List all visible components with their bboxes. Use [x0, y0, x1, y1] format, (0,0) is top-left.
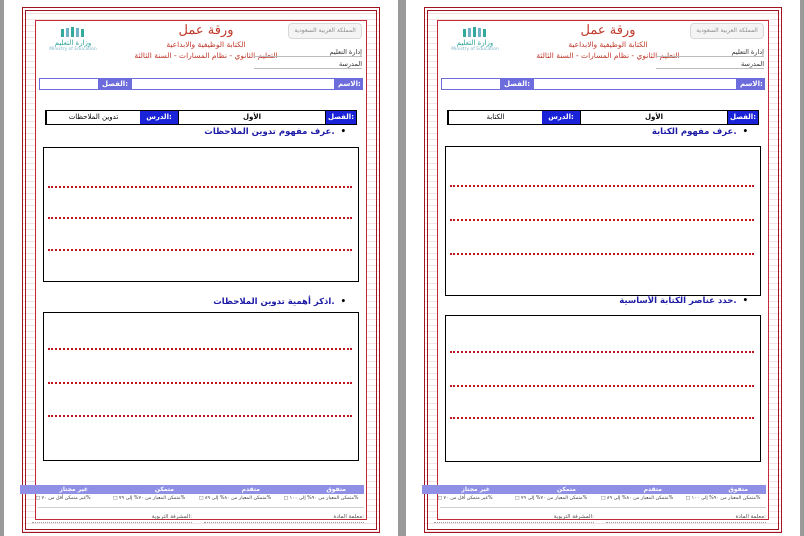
ministry-logo: [440, 27, 510, 61]
school-field: [254, 59, 362, 69]
answer-line: [450, 219, 754, 221]
semester-label: الفصل:: [728, 111, 758, 124]
level-advanced: متقدم: [192, 485, 278, 494]
page-header: [438, 21, 768, 76]
answer-box-2[interactable]: [43, 312, 359, 461]
page-subtitle-2: التعليم الثانوي - نظام المسارات - السنة الثالثة: [536, 51, 680, 60]
student-name-label: الاسم:: [736, 79, 764, 89]
level-excellent: متفوق: [278, 485, 364, 494]
moe-sub: Ministry of Education: [451, 47, 499, 52]
worksheet-page-left: [4, 0, 398, 536]
question-text: عرف مفهوم الكتابة.: [651, 127, 737, 137]
kingdom-emblem: المملكة العربية السعودية: [288, 23, 362, 39]
page-title: ورقة عمل: [178, 23, 234, 38]
semester-value: الأول: [580, 111, 728, 124]
school-label: المدرسة: [338, 60, 362, 68]
criterion-not-passed[interactable]: □ غير متمكن أقل من ٧٠%: [35, 496, 91, 501]
worksheet-page-right: [406, 0, 800, 536]
answer-line: [48, 415, 352, 417]
criteria-row: [35, 496, 364, 508]
answer-line: [450, 385, 754, 387]
supervisor-signature: المشرفة التربوية:: [32, 511, 192, 523]
question-2: [213, 297, 346, 307]
ministry-logo: [38, 27, 108, 61]
bullet-icon: •: [340, 127, 346, 137]
lesson-label: الدرس:: [542, 111, 580, 124]
criterion-not-passed[interactable]: □ غير متمكن أقل من ٧٠%: [437, 496, 493, 501]
level-competent: متمكن: [508, 485, 594, 494]
student-info-bar: [441, 78, 765, 90]
lesson-value: الكتابة: [448, 111, 542, 124]
page-subtitle-2: التعليم الثانوي - نظام المسارات - السنة الثالثة: [134, 51, 278, 60]
answer-line: [48, 382, 352, 384]
question-2: [619, 296, 748, 306]
teacher-signature: معلمة المادة:: [606, 511, 766, 523]
level-tabs: [38, 485, 364, 494]
bullet-icon: •: [340, 297, 346, 307]
question-1: [204, 127, 346, 137]
kingdom-emblem: المملكة العربية السعودية: [690, 23, 764, 39]
answer-line: [450, 253, 754, 255]
criterion-advanced[interactable]: □ متمكن المعيار من ٨٠% إلى ٨٩%: [600, 496, 674, 501]
level-tabs: [440, 485, 766, 494]
lesson-info-box: [45, 110, 357, 125]
question-1: [652, 127, 748, 137]
level-not-passed: غير مجتاز: [422, 485, 508, 494]
page-header: [36, 21, 366, 76]
answer-box-2[interactable]: [445, 315, 761, 462]
moe-mark-icon: [60, 27, 86, 39]
criterion-competent[interactable]: □ متمكن المعيار من ٧٠% إلى ٧٩%: [112, 496, 186, 501]
page-content: [35, 20, 367, 520]
question-text: عرف مفهوم تدوين الملاحظات.: [204, 127, 335, 137]
level-not-passed: غير مجتاز: [20, 485, 106, 494]
bullet-icon: •: [742, 127, 748, 137]
education-admin-label: إدارة التعليم: [731, 48, 764, 56]
assessment-footer: [35, 485, 364, 528]
answer-box-1[interactable]: [445, 146, 761, 296]
education-admin-field: [254, 47, 362, 57]
semester-label: الفصل:: [326, 111, 356, 124]
question-text: اذكر أهمية تدوين الملاحظات.: [213, 297, 335, 307]
answer-line: [450, 417, 754, 419]
answer-line: [450, 351, 754, 353]
lesson-value: تدوين الملاحظات: [46, 111, 140, 124]
answer-line: [48, 186, 352, 188]
school-label: المدرسة: [740, 60, 764, 68]
answer-line: [48, 217, 352, 219]
teacher-signature: معلمة المادة:: [204, 511, 364, 523]
level-advanced: متقدم: [594, 485, 680, 494]
level-competent: متمكن: [106, 485, 192, 494]
lesson-label: الدرس:: [140, 111, 178, 124]
criteria-row: [437, 496, 766, 508]
moe-name: وزارة التعليم: [456, 39, 494, 47]
answer-line: [48, 348, 352, 350]
page-subtitle-1: الكتابة الوظيفية والابداعية: [568, 40, 648, 49]
moe-sub: Ministry of Education: [49, 47, 97, 52]
answer-box-1[interactable]: [43, 147, 359, 282]
assessment-footer: [437, 485, 766, 528]
answer-line: [48, 249, 352, 251]
question-text: حدد عناصر الكتابة الأساسية.: [619, 296, 737, 306]
student-class-label: الفصل:: [500, 79, 534, 89]
criterion-competent[interactable]: □ متمكن المعيار من ٧٠% إلى ٧٩%: [514, 496, 588, 501]
criterion-advanced[interactable]: □ متمكن المعيار من ٨٠% إلى ٨٩%: [198, 496, 272, 501]
moe-name: وزارة التعليم: [54, 39, 92, 47]
education-admin-label: إدارة التعليم: [329, 48, 362, 56]
level-excellent: متفوق: [680, 485, 766, 494]
student-info-bar: [39, 78, 363, 90]
lesson-info-box: [447, 110, 759, 125]
school-field: [656, 59, 764, 69]
student-name-label: الاسم:: [334, 79, 362, 89]
decorative-border: [22, 7, 380, 533]
semester-value: الأول: [178, 111, 326, 124]
bullet-icon: •: [742, 296, 748, 306]
moe-mark-icon: [462, 27, 488, 39]
page-content: [437, 20, 769, 520]
student-class-label: الفصل:: [98, 79, 132, 89]
decorative-border: [424, 7, 782, 533]
education-admin-field: [656, 47, 764, 57]
answer-line: [450, 185, 754, 187]
page-subtitle-1: الكتابة الوظيفية والابداعية: [166, 40, 246, 49]
criterion-excellent[interactable]: □ متمكن المعيار من ٩٠% إلى ١٠٠%: [685, 496, 761, 501]
supervisor-signature: المشرفة التربوية:: [434, 511, 594, 523]
criterion-excellent[interactable]: □ متمكن المعيار من ٩٠% إلى ١٠٠%: [283, 496, 359, 501]
page-title: ورقة عمل: [580, 23, 636, 38]
